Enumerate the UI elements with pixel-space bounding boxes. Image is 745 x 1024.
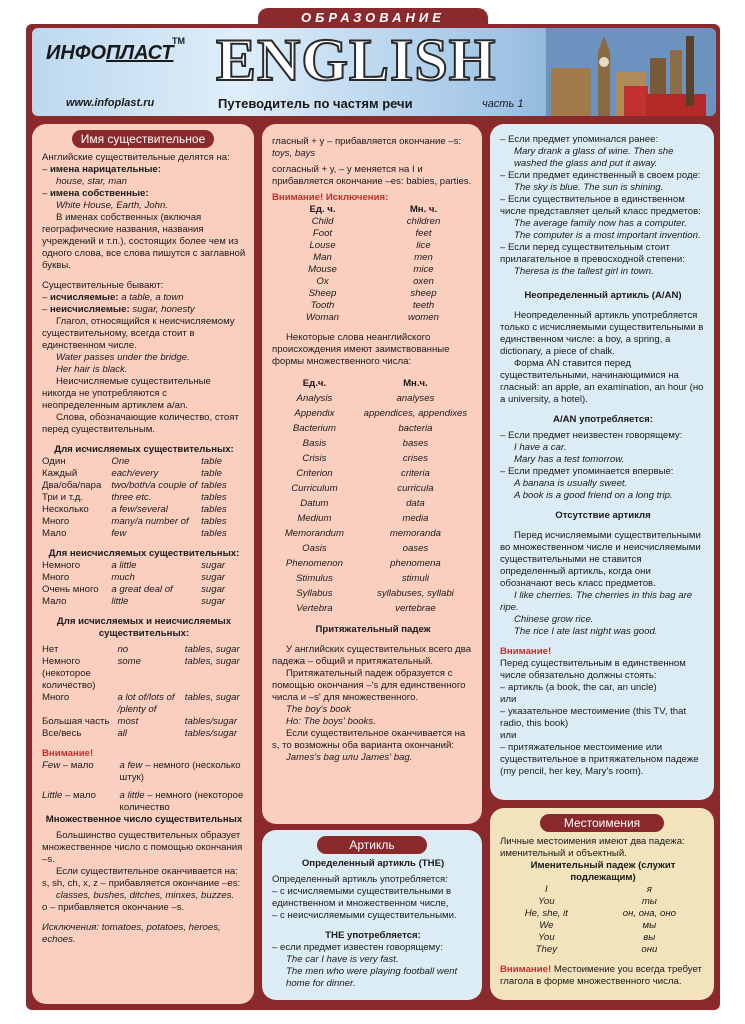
table-cell: curricula: [397, 483, 434, 494]
logo: [46, 42, 173, 65]
table-row: [272, 571, 474, 586]
note-2: – артикль (a book, the car, an uncle): [500, 682, 657, 693]
table-cell: two/both/a couple of: [111, 480, 198, 491]
table-row: [500, 944, 706, 956]
table-cell: Oasis: [302, 543, 327, 554]
table-cell: table: [201, 468, 222, 479]
definite-rule-1: Определенный артикль употребляется:: [272, 874, 448, 885]
table-row: [42, 716, 246, 728]
table-cell: syllabuses, syllabi: [377, 588, 454, 599]
table-cell: Много: [42, 516, 70, 527]
table-cell: children: [406, 216, 441, 227]
table-cell: a lot of/lots of /plenty of: [117, 692, 175, 715]
a-few-word: a few: [119, 760, 143, 771]
table-cell: Analysis: [296, 393, 333, 404]
table-cell: Много: [42, 572, 70, 583]
table-cell: sugar: [201, 584, 226, 595]
nominative-title: Именительный падеж (служит подлежащим): [530, 860, 676, 883]
possessive-title: Притяжательный падеж: [315, 624, 431, 635]
table-cell: a great deal of: [111, 584, 173, 595]
table-row: [42, 516, 246, 528]
table-row: [272, 586, 474, 601]
common-label: имена нарицательные:: [50, 164, 161, 175]
table-row: [42, 596, 246, 608]
countable-label: исчисляемые:: [50, 292, 119, 303]
table-cell: Medium: [297, 513, 332, 524]
pronoun-note: Местоимение you всегда требует глагола в форме множественного числа.: [500, 964, 702, 987]
table-cell: Foot: [312, 228, 333, 239]
plural-rule-3-example: classes, bushes, ditches, minxes, buzzes.: [56, 890, 235, 901]
table-cell: tables, sugar: [184, 692, 240, 703]
little-word: Little: [42, 790, 63, 801]
countable-table: [42, 456, 246, 540]
table-cell: some: [117, 656, 141, 667]
indefinite-rule-1: Неопределенный артикль употребляется только с исчисляемыми существительными в единственном числе: a boy, a spring, a dictionary, a piece of chalk.: [500, 310, 704, 357]
the-example-2: The men who were playing football went home for dinner.: [286, 966, 458, 989]
table-row: [42, 468, 246, 480]
rule-superlative: – Если перед существительным стоит прилагательное в превосходной степени:: [500, 242, 685, 265]
table-row: [272, 216, 474, 228]
logo-text-b: ПЛАСТ: [106, 42, 174, 64]
table-row: [42, 692, 246, 716]
plural-header-2: Мн.ч.: [403, 378, 428, 389]
exceptions-title: Внимание! Исключения:: [272, 192, 389, 203]
table-row: [42, 492, 246, 504]
plural-rule-3: s, sh, ch, x, z – прибавляется окончание –es:: [42, 878, 241, 889]
table-row: [42, 728, 246, 740]
table-cell: tables: [201, 516, 227, 527]
table-row: [500, 908, 706, 920]
indefinite-title: Неопределенный артикль (A/AN): [524, 290, 682, 301]
table-row: [272, 252, 474, 264]
table-cell: bacteria: [398, 423, 433, 434]
table-cell: most: [117, 716, 139, 727]
table-row: [42, 560, 246, 572]
table-cell: little: [111, 596, 129, 607]
table-cell: tables, sugar: [184, 656, 240, 667]
attention-label: Внимание!: [42, 748, 94, 759]
table-row: [272, 406, 474, 421]
table-cell: Очень много: [42, 584, 99, 595]
table-cell: a little: [111, 560, 137, 571]
a-little-meaning: – немного (некоторое количество: [119, 790, 244, 813]
table-cell: data: [406, 498, 425, 509]
table-cell: Мало: [42, 596, 67, 607]
aan-rule-1: – Если предмет неизвестен говорящему:: [500, 430, 683, 441]
table-cell: Нет: [42, 644, 59, 655]
table-cell: tables: [201, 504, 227, 515]
table-cell: tables: [201, 492, 227, 503]
table-cell: Немного: [42, 560, 81, 571]
logo-text-a: ИНФО: [46, 42, 106, 64]
table-cell: Criterion: [296, 468, 333, 479]
both-table-title: Для исчисляемых и неисчисляемых существительных:: [56, 616, 232, 639]
uncountable-table-title: Для неисчисляемых существительных:: [48, 548, 240, 559]
table-cell: media: [402, 513, 429, 524]
vowel-y-rule: гласный + у – прибавляется окончание –s:: [272, 136, 462, 147]
table-cell: much: [111, 572, 135, 583]
table-cell: oases: [402, 543, 429, 554]
aan-example-1: I have a car.: [514, 442, 567, 453]
table-row: [272, 511, 474, 526]
kinds-text: Существительные бывают:: [42, 280, 164, 291]
definite-rule-3: – с неисчисляемыми существительными.: [272, 910, 457, 921]
table-cell: вы: [643, 932, 656, 943]
table-cell: teeth: [412, 300, 435, 311]
header: [32, 28, 716, 116]
table-cell: many/a number of: [111, 516, 189, 527]
table-cell: each/every: [111, 468, 159, 479]
plural-rule-1: Большинство существительных образует множественное число с помощью окончания –s.: [42, 830, 243, 865]
zero-article-rule: Перед исчисляемыми существительными во множественном числе и неисчисляемыми существительными не ставится определенный артикль, когда они обозначают весь класс предметов.: [500, 530, 701, 589]
definite-title: Определенный артикль (THE): [301, 858, 445, 869]
plural-rule-4: o – прибавляется окончание –s.: [42, 902, 185, 913]
singular-header: Ед. ч.: [309, 204, 336, 215]
attention-label-3: Внимание!: [500, 964, 552, 975]
table-cell: tables, sugar: [184, 644, 240, 655]
noun-intro: Английские существительные делятся на:: [42, 152, 230, 163]
rule-superlative-example: Theresa is the tallest girl in town.: [514, 266, 654, 277]
table-cell: я: [646, 884, 652, 895]
plural-title: Множественное число существительных: [45, 814, 243, 825]
table-cell: Bacterium: [292, 423, 336, 434]
table-cell: Woman: [305, 312, 340, 323]
trademark: TM: [172, 36, 185, 46]
table-row: [272, 312, 474, 324]
table-cell: no: [117, 644, 129, 655]
table-cell: Большая часть: [42, 716, 110, 727]
table-row: [42, 644, 246, 656]
proper-label: имена собственные:: [50, 188, 149, 199]
table-cell: few: [111, 528, 127, 539]
uncountable-example: sugar, honesty: [132, 304, 195, 315]
article-usage-panel: [490, 124, 714, 800]
table-cell: Stimulus: [296, 573, 333, 584]
table-cell: feet: [415, 228, 432, 239]
aan-rule-2: – Если предмет упоминается впервые:: [500, 466, 674, 477]
uncountable-label: неисчисляемые:: [50, 304, 130, 315]
table-cell: analyses: [396, 393, 435, 404]
table-row: [272, 288, 474, 300]
table-row: [42, 584, 246, 596]
table-cell: Syllabus: [296, 588, 333, 599]
table-cell: Phenomenon: [285, 558, 343, 569]
site-url[interactable]: www.infoplast.ru: [66, 97, 155, 109]
table-cell: men: [414, 252, 433, 263]
table-cell: You: [538, 896, 555, 907]
top-banner: ОБРАЗОВАНИЕ: [258, 8, 488, 28]
table-cell: Datum: [300, 498, 329, 509]
possessive-example-2: Но: The boys' books.: [286, 716, 376, 727]
table-row: [272, 228, 474, 240]
table-cell: sugar: [201, 560, 226, 571]
table-cell: Child: [311, 216, 334, 227]
aan-title: A/AN употребляется:: [553, 414, 653, 425]
table-cell: Три и т.д.: [42, 492, 83, 503]
plural-continued-panel: [262, 124, 482, 824]
table-row: [272, 496, 474, 511]
little-meaning: – мало: [64, 790, 96, 801]
zero-article-example-1: I like cherries. The cherries in this bag are ripe.: [500, 590, 693, 613]
table-cell: lice: [416, 240, 431, 251]
the-rule-1: – если предмет известен говорящему:: [272, 942, 443, 953]
table-cell: ты: [641, 896, 657, 907]
attention-label-2: Внимание!: [500, 646, 552, 657]
table-cell: crises: [402, 453, 428, 464]
table-cell: Mouse: [308, 264, 337, 275]
table-cell: mice: [413, 264, 434, 275]
pronoun-table: [500, 884, 706, 956]
table-row: [500, 884, 706, 896]
table-cell: Vertebra: [296, 603, 333, 614]
table-row: [42, 572, 246, 584]
table-row: [272, 541, 474, 556]
consonant-y-rule: согласный + у, – у меняется на I и прибавляется окончание –es: babies, parties.: [272, 164, 472, 187]
rule-unique-example: The sky is blue. The sun is shining.: [514, 182, 664, 193]
london-skyline-image: [546, 28, 716, 116]
aan-example-4: A book is a good friend on a long trip.: [514, 490, 673, 501]
table-cell: Мало: [42, 528, 67, 539]
table-cell: You: [538, 932, 555, 943]
countable-table-title: Для исчисляемых существительных:: [54, 444, 234, 455]
example-hair: Her hair is black.: [56, 364, 128, 375]
part-label: часть 1: [482, 98, 524, 110]
table-cell: Tooth: [310, 300, 335, 311]
pronoun-panel: [490, 808, 714, 1000]
table-cell: они: [641, 944, 658, 955]
table-cell: vertebrae: [395, 603, 436, 614]
pronoun-intro: Личные местоимения имеют два падежа: именительный и объектный.: [500, 836, 685, 859]
table-cell: appendices, appendixes: [363, 408, 468, 419]
table-cell: Louse: [309, 240, 336, 251]
indefinite-rule-2: Форма AN ставится перед существительными, начинающимися на гласный: an apple, an examination, an hour (но a university, a hotel).: [500, 358, 704, 405]
table-row: [500, 920, 706, 932]
table-cell: three etc.: [111, 492, 152, 503]
table-cell: stimuli: [401, 573, 429, 584]
table-cell: Каждый: [42, 468, 78, 479]
table-cell: They: [535, 944, 558, 955]
table-cell: We: [539, 920, 554, 931]
table-cell: criteria: [401, 468, 430, 479]
table-row: [272, 481, 474, 496]
table-row: [272, 240, 474, 252]
plural-header: Мн. ч.: [409, 204, 438, 215]
table-row: [272, 276, 474, 288]
table-cell: table: [201, 456, 222, 467]
verb-note: Глагол, относящийся к неисчисляемому существительному, всегда стоит в единственном числе.: [42, 316, 235, 351]
table-cell: tables: [201, 528, 227, 539]
rule-mentioned-example: Mary drank a glass of wine. Then she washed the glass and put it away.: [514, 146, 674, 169]
table-row: [272, 391, 474, 406]
noun-heading: Имя существительное: [72, 130, 214, 148]
a-little-word: a little: [119, 790, 145, 801]
rule-class: – Если существительное в единственном числе представляет целый класс предметов:: [500, 194, 701, 217]
possessive-rule-1: У английских существительных всего два падежа – общий и притяжательный.: [272, 644, 472, 667]
possessive-example-1: The boy's book: [286, 704, 351, 715]
table-cell: Memorandum: [284, 528, 344, 539]
table-row: [42, 480, 246, 492]
table-cell: Man: [313, 252, 332, 263]
table-cell: Все/весь: [42, 728, 82, 739]
table-cell: Ox: [316, 276, 329, 287]
table-row: [42, 504, 246, 516]
table-cell: Немного (некоторое количество): [42, 656, 96, 691]
table-cell: I: [545, 884, 548, 895]
aan-example-2: Mary has a test tomorrow.: [514, 454, 625, 465]
possessive-rule-2: Притяжательный падеж образуется с помощью окончания –'s для единственного числа и –s' для множественного.: [272, 668, 466, 703]
table-cell: sugar: [201, 596, 226, 607]
noun-panel: Имя существительное Английские существительные делятся на: – имена нарицательные: house, star, man – имена собственные: White House, Earth, John. В именах собственных (включая географические названия, названия учреждений и т.п.), состоящих более чем из одного слова, все слова пишутся с заглавной буквы. Существительные бывают: – исчисляемые: a table, a town – неисчисляемые: sugar, honesty Глагол, относящийся к неисчисляемому существительному, всегда стоит в единственном числе. Water passes under the bridge. Her hair is black. Неисчисляемые существительные никогда не употребляются с неопределенным артиклем a/an. Слова, обозначающие количество, стоят перед существительным. Для исчисляемых существительных: Один One table Каждый each/every table Два/оба/пара two/both/a couple of tables Три и т.д. three etc. tables Несколько a few/several tables Много many/a number of tables Мало few tables Для неисчисляемых существительных: Немного a little sugar Много much sugar Очень много a great deal of sugar Мало little sugar Для исчисляемых и неисчисляемых существительных: Нет no tables, sugar Немного (некоторое количество) some tables, sugar Много a lot of/lots of /plenty of tables, sugar Большая часть most tables/sugar Все/весь all tables/sugar Внимание! Few – мало a few – немного (несколько штук) Little – мало a little – немного (некоторое количество Множественное число существительных Большинство существительных образует множественное число с помощью окончания –s. Если существительное оканчивается на: s, sh, ch, x, z – прибавляется окончание –es: classes, bushes, ditches, minxes, buzzes. o – прибавляется окончание –s. Исключения: tomatoes, potatoes, heroes, echoes.: [32, 124, 254, 1004]
table-cell: tables: [201, 480, 227, 491]
uncountable-table: [42, 560, 246, 608]
table-cell: Crisis: [302, 453, 327, 464]
table-row: [272, 466, 474, 481]
table-cell: bases: [402, 438, 429, 449]
few-meaning: – мало: [62, 760, 94, 771]
no-an-note: Неисчисляемые существительные никогда не употребляются с неопределенным артиклем a/an.: [42, 376, 211, 411]
table-cell: One: [111, 456, 130, 467]
definite-rule-2: – с исчисляемыми существительными в единственном и множественном числе,: [272, 886, 452, 909]
note-3: – указательное местоимение (this TV, that radio, this book): [500, 706, 687, 729]
rule-mentioned: – Если предмет упоминался ранее:: [500, 134, 659, 145]
table-row: [272, 556, 474, 571]
proper-example: White House, Earth, John.: [56, 200, 168, 211]
rule-class-example-2: The computer is a most important invention.: [514, 230, 701, 241]
table-row: [272, 601, 474, 616]
table-cell: Appendix: [294, 408, 335, 419]
vowel-y-example: toys, bays: [272, 148, 316, 159]
table-cell: He, she, it: [524, 908, 568, 919]
example-water: Water passes under the bridge.: [56, 352, 190, 363]
table-cell: tables/sugar: [184, 716, 238, 727]
table-cell: мы: [642, 920, 657, 931]
table-cell: a few/several: [111, 504, 168, 515]
aan-example-3: A banana is usually sweet.: [514, 478, 628, 489]
rule-class-example-1: The average family now has a computer.: [514, 218, 687, 229]
zero-article-example-2: Chinese grow rice.: [514, 614, 594, 625]
zero-article-example-3: The rice I ate last night was good.: [514, 626, 658, 637]
table-cell: он, она, оно: [622, 908, 676, 919]
or-1: или: [500, 694, 517, 705]
note-4: – притяжательное местоимение или существительное в притяжательном падеже (my pencil, her key, Mary's room).: [500, 742, 699, 777]
plural-exceptions: Исключения: tomatoes, potatoes, heroes, echoes.: [42, 922, 221, 945]
table-cell: Curriculum: [291, 483, 338, 494]
the-usage-title: THE употребляется:: [325, 930, 421, 941]
the-example-1: The car I have is very fast.: [286, 954, 399, 965]
table-cell: Много: [42, 692, 70, 703]
table-cell: sheep: [410, 288, 437, 299]
page-subtitle: Путеводитель по частям речи: [218, 96, 413, 111]
table-cell: oxen: [413, 276, 434, 287]
table-cell: sugar: [201, 572, 226, 583]
table-cell: phenomena: [390, 558, 441, 569]
possessive-example-3: James's bag или James' bag.: [286, 752, 413, 763]
table-cell: Два/оба/пара: [42, 480, 102, 491]
table-cell: women: [408, 312, 439, 323]
table-cell: Один: [42, 456, 66, 467]
table-row: [272, 264, 474, 276]
singular-header-2: Ед.ч.: [302, 378, 327, 389]
page-title: ENGLISH: [216, 28, 497, 93]
table-row: [42, 528, 246, 540]
both-table: [42, 644, 246, 740]
table-cell: memoranda: [389, 528, 442, 539]
plural-rule-2: Если существительное оканчивается на:: [56, 866, 238, 877]
table-row: [272, 526, 474, 541]
proper-note: В именах собственных (включая географические названия, названия учреждений и т.п.), состоящих более чем из одного слова, все слова пишутся с заглавной буквы.: [42, 212, 246, 271]
article-panel: [262, 830, 482, 1000]
rule-unique: – Если предмет единственный в своем роде:: [500, 170, 701, 181]
table-cell: Sheep: [308, 288, 337, 299]
table-cell: Несколько: [42, 504, 89, 515]
table-row: [272, 436, 474, 451]
table-cell: Basis: [302, 438, 327, 449]
irregular-plurals-table: [272, 204, 474, 324]
table-row: [500, 896, 706, 908]
note-1: Перед существительным в единственном числе обязательно должны стоять:: [500, 658, 686, 681]
zero-article-title: Отсутствие артикля: [555, 510, 651, 521]
table-row: [272, 451, 474, 466]
few-word: Few: [42, 760, 61, 771]
table-row: [42, 656, 246, 692]
table-cell: all: [117, 728, 128, 739]
borrowed-note: Некоторые слова неанглийского происхождения имеют заимствованные формы множественного числа:: [272, 332, 450, 367]
borrowed-plurals-table: [272, 376, 474, 616]
table-row: [42, 456, 246, 468]
pronoun-heading: Местоимения: [540, 814, 664, 832]
article-heading: Артикль: [317, 836, 427, 854]
a-few-meaning: – немного (несколько штук): [119, 760, 241, 783]
few-little-table: [42, 760, 246, 814]
table-row: [272, 421, 474, 436]
or-2: или: [500, 730, 517, 741]
table-row: [272, 300, 474, 312]
quantity-note: Слова, обозначающие количество, стоят перед существительным.: [42, 412, 239, 435]
common-example: house, star, man: [56, 176, 127, 187]
table-row: [500, 932, 706, 944]
possessive-rule-3: Если существительное оканчивается на s, то возможны оба варианта окончаний:: [272, 728, 466, 751]
table-cell: tables/sugar: [184, 728, 238, 739]
countable-example: a table, a town: [121, 292, 184, 303]
